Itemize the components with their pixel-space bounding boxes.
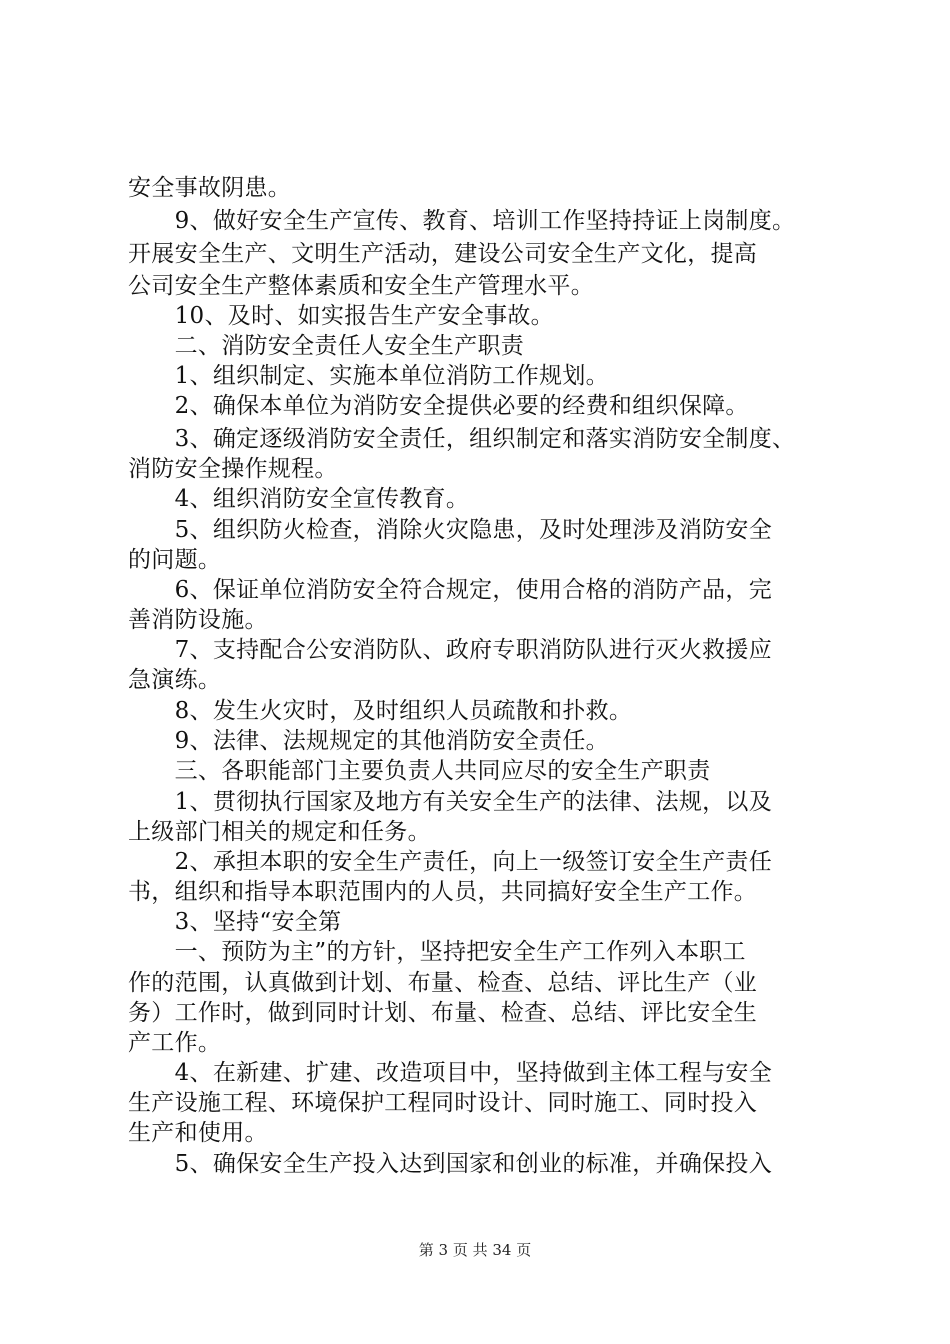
text-line: 5、确保安全生产投入达到国家和创业的标准，并确保投入 — [128, 1151, 773, 1177]
text-line: 4、组织消防安全宣传教育。 — [128, 486, 470, 512]
text-line: 善消防设施。 — [128, 607, 268, 633]
text-line: 生产和使用。 — [128, 1120, 268, 1146]
text-line: 3、确定逐级消防安全责任，组织制定和落实消防安全制度、 — [128, 426, 796, 452]
text-line: 2、确保本单位为消防安全提供必要的经费和组织保障。 — [128, 393, 749, 419]
text-line: 作的范围，认真做到计划、布量、检查、总结、评比生产（业 — [128, 970, 758, 996]
page-number-footer: 第 3 页 共 34 页 — [418, 1241, 532, 1259]
text-line: 产工作。 — [128, 1030, 222, 1056]
text-line: 上级部门相关的规定和任务。 — [128, 819, 431, 845]
text-line: 一、预防为主”的方针，坚持把安全生产工作列入本职工 — [128, 939, 746, 965]
text-line: 公司安全生产整体素质和安全生产管理水平。 — [128, 273, 594, 299]
section-heading: 二、消防安全责任人安全生产职责 — [128, 333, 525, 359]
text-line: 9、做好安全生产宣传、教育、培训工作坚持持证上岗制度。 — [128, 208, 796, 234]
text-line: 急演练。 — [128, 667, 222, 693]
text-line: 9、法律、法规规定的其他消防安全责任。 — [128, 728, 609, 754]
text-line: 3、坚持“安全第 — [128, 909, 342, 935]
text-line: 10、及时、如实报告生产安全事故。 — [128, 303, 554, 329]
text-line: 书，组织和指导本职范围内的人员，共同搞好安全生产工作。 — [128, 879, 758, 905]
text-line: 开展安全生产、文明生产活动，建设公司安全生产文化，提高 — [128, 241, 758, 267]
text-line: 5、组织防火检查，消除火灾隐患，及时处理涉及消防安全 — [128, 517, 773, 543]
text-line: 务）工作时，做到同时计划、布量、检查、总结、评比安全生 — [128, 1000, 758, 1026]
text-line: 7、支持配合公安消防队、政府专职消防队进行灭火救援应 — [128, 637, 773, 663]
text-line: 1、贯彻执行国家及地方有关安全生产的法律、法规，以及 — [128, 789, 773, 815]
text-line: 4、在新建、扩建、改造项目中，坚持做到主体工程与安全 — [128, 1060, 773, 1086]
text-line: 2、承担本职的安全生产责任，向上一级签订安全生产责任 — [128, 849, 773, 875]
text-line: 安全事故阴患。 — [128, 175, 292, 201]
text-line: 8、发生火灾时，及时组织人员疏散和扑救。 — [128, 698, 633, 724]
text-line: 的问题。 — [128, 547, 222, 573]
text-line: 生产设施工程、环境保护工程同时设计、同时施工、同时投入 — [128, 1090, 758, 1116]
text-line: 1、组织制定、实施本单位消防工作规划。 — [128, 363, 609, 389]
section-heading: 三、各职能部门主要负责人共同应尽的安全生产职责 — [128, 758, 711, 784]
text-line: 消防安全操作规程。 — [128, 456, 338, 482]
text-line: 6、保证单位消防安全符合规定，使用合格的消防产品，完 — [128, 577, 773, 603]
